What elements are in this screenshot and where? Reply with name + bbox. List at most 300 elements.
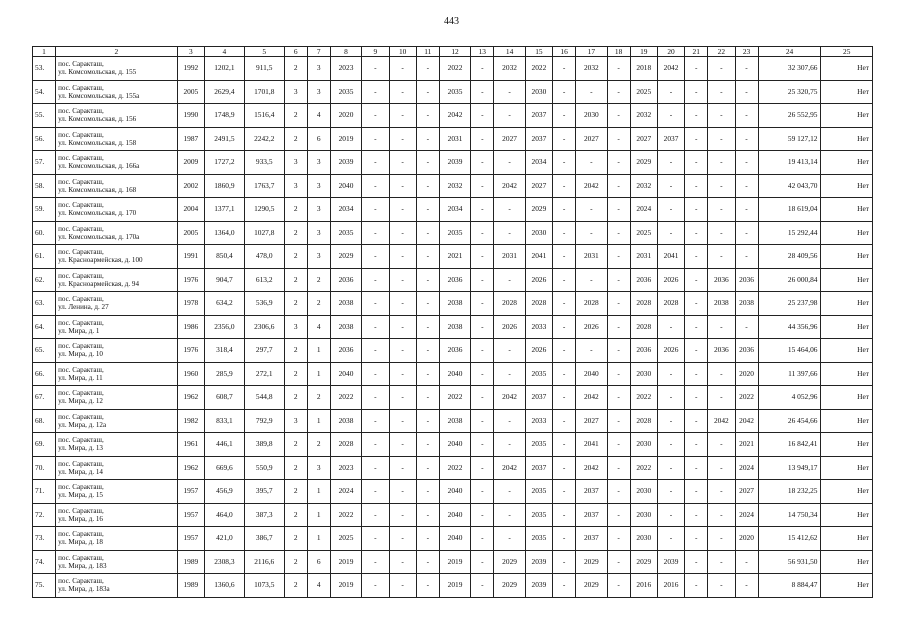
table-cell: - [494, 221, 525, 245]
table-cell: - [494, 198, 525, 222]
table-cell: - [389, 456, 416, 480]
table-cell: - [471, 550, 494, 574]
address-street: ул. Красноармейская, д. 100 [58, 256, 143, 265]
column-number-row [33, 47, 873, 57]
table-cell: - [657, 104, 684, 128]
table-cell: 2 [284, 503, 307, 527]
table-cell: - [576, 221, 607, 245]
table-cell: 2042 [576, 456, 607, 480]
table-cell: - [416, 409, 439, 433]
table-cell: 1860,9 [204, 174, 244, 198]
address-street: ул. Комсомольская, д. 170 [58, 209, 137, 218]
table-cell: 2030 [630, 362, 657, 386]
table-cell: 2028 [630, 315, 657, 339]
table-cell: 2026 [494, 315, 525, 339]
status-cell: Нет [821, 456, 873, 480]
table-cell: 2037 [525, 456, 552, 480]
column-header: 7 [307, 47, 330, 57]
table-cell: 2019 [439, 574, 470, 598]
table-cell: - [553, 433, 576, 457]
status-cell: Нет [821, 315, 873, 339]
table-cell: - [685, 127, 708, 151]
table-cell: 1027,8 [244, 221, 284, 245]
table-cell: - [471, 292, 494, 316]
row-number: 53. [33, 57, 56, 81]
table-cell: 6 [307, 127, 330, 151]
address-settlement: пос. Саракташ, [58, 83, 104, 92]
table-cell: - [735, 57, 758, 81]
table-cell: - [685, 151, 708, 175]
table-cell: 2019 [330, 550, 361, 574]
table-cell: - [416, 550, 439, 574]
address-settlement: пос. Саракташ, [58, 577, 104, 586]
table-cell: 2036 [330, 268, 361, 292]
table-cell: 2029 [525, 198, 552, 222]
table-cell: 2 [307, 268, 330, 292]
address-settlement: пос. Саракташ, [58, 60, 104, 69]
table-cell: - [607, 386, 630, 410]
table-cell: 2042 [439, 104, 470, 128]
table-cell: 2005 [177, 80, 204, 104]
table-cell: 2 [307, 292, 330, 316]
table-cell: - [657, 80, 684, 104]
table-cell: - [708, 221, 735, 245]
table-cell: 2040 [439, 480, 470, 504]
table-cell: - [735, 315, 758, 339]
table-cell: 2031 [630, 245, 657, 269]
address-street: ул. Комсомольская, д. 166а [58, 162, 140, 171]
table-cell: 1 [307, 503, 330, 527]
column-header: 23 [735, 47, 758, 57]
status-cell: Нет [821, 80, 873, 104]
cost-cell: 15 292,44 [758, 221, 821, 245]
address-cell [56, 221, 178, 245]
table-cell: 2037 [525, 386, 552, 410]
column-header: 19 [630, 47, 657, 57]
status-cell: Нет [821, 339, 873, 363]
table-cell: 2038 [330, 315, 361, 339]
table-cell: 1377,1 [204, 198, 244, 222]
table-cell: 2019 [439, 550, 470, 574]
table-cell: - [389, 433, 416, 457]
table-cell: 2306,6 [244, 315, 284, 339]
table-cell: 1727,2 [204, 151, 244, 175]
table-cell: - [389, 151, 416, 175]
status-cell: Нет [821, 292, 873, 316]
table-cell: - [416, 362, 439, 386]
table-cell: 3 [284, 80, 307, 104]
table-cell: 2026 [657, 268, 684, 292]
table-cell: - [685, 80, 708, 104]
table-cell: - [471, 245, 494, 269]
table-cell: 2356,0 [204, 315, 244, 339]
address-settlement: пос. Саракташ, [58, 506, 104, 515]
table-cell: - [494, 480, 525, 504]
table-cell: - [416, 198, 439, 222]
repair-schedule-table [32, 46, 873, 598]
table-cell: 2030 [630, 433, 657, 457]
table-cell: - [708, 174, 735, 198]
table-cell: 2038 [439, 315, 470, 339]
table-cell: 2116,6 [244, 550, 284, 574]
table-cell: 4 [307, 315, 330, 339]
table-cell: 6 [307, 550, 330, 574]
table-cell: 2033 [525, 315, 552, 339]
address-settlement: пос. Саракташ, [58, 436, 104, 445]
table-row [33, 174, 873, 198]
address-cell [56, 503, 178, 527]
table-cell: 2028 [576, 292, 607, 316]
table-cell: - [389, 127, 416, 151]
table-cell: - [494, 433, 525, 457]
table-cell: 2038 [735, 292, 758, 316]
table-cell: - [362, 174, 389, 198]
table-cell: - [494, 151, 525, 175]
table-row [33, 221, 873, 245]
table-cell: 2022 [630, 456, 657, 480]
table-cell: - [389, 198, 416, 222]
table-cell: - [416, 174, 439, 198]
table-cell: - [607, 57, 630, 81]
column-header: 6 [284, 47, 307, 57]
table-cell: - [553, 292, 576, 316]
table-cell: 2038 [330, 292, 361, 316]
address-settlement: пос. Саракташ, [58, 154, 104, 163]
address-cell [56, 292, 178, 316]
table-cell: - [708, 127, 735, 151]
table-cell: - [416, 503, 439, 527]
table-cell: 2025 [630, 80, 657, 104]
column-header: 14 [494, 47, 525, 57]
table-cell: - [389, 339, 416, 363]
table-cell: - [494, 527, 525, 551]
row-number: 70. [33, 456, 56, 480]
table-cell: 2030 [576, 104, 607, 128]
table-cell: - [708, 550, 735, 574]
address-cell [56, 527, 178, 551]
table-cell: 2028 [525, 292, 552, 316]
table-cell: 2016 [630, 574, 657, 598]
table-cell: 2030 [630, 480, 657, 504]
table-cell: - [553, 362, 576, 386]
table-cell: 2036 [735, 268, 758, 292]
table-cell: 318,4 [204, 339, 244, 363]
address-street: ул. Ленина, д. 27 [58, 303, 109, 312]
table-cell: 2040 [439, 433, 470, 457]
table-cell: - [494, 339, 525, 363]
table-cell: - [685, 386, 708, 410]
status-cell: Нет [821, 386, 873, 410]
table-cell: 2027 [630, 127, 657, 151]
table-cell: 1960 [177, 362, 204, 386]
address-settlement: пос. Саракташ, [58, 342, 104, 351]
address-street: ул. Красноармейская, д. 94 [58, 279, 140, 288]
column-header: 13 [471, 47, 494, 57]
address-cell [56, 174, 178, 198]
address-cell [56, 480, 178, 504]
table-cell: 2042 [494, 456, 525, 480]
column-header: 11 [416, 47, 439, 57]
table-cell: 2028 [630, 409, 657, 433]
table-cell: - [708, 198, 735, 222]
table-cell: - [735, 80, 758, 104]
table-cell: - [657, 198, 684, 222]
table-cell: 850,4 [204, 245, 244, 269]
table-cell: 2024 [630, 198, 657, 222]
table-cell: - [657, 409, 684, 433]
table-cell: - [735, 221, 758, 245]
table-cell: 2036 [708, 339, 735, 363]
table-cell: - [607, 409, 630, 433]
cost-cell: 26 552,95 [758, 104, 821, 128]
status-cell: Нет [821, 503, 873, 527]
table-cell: 2 [284, 386, 307, 410]
table-cell: - [607, 104, 630, 128]
table-cell: - [362, 292, 389, 316]
table-cell: - [685, 433, 708, 457]
cost-cell: 18 619,04 [758, 198, 821, 222]
table-cell: - [362, 386, 389, 410]
table-cell: - [735, 104, 758, 128]
page-number: 443 [444, 16, 459, 27]
table-cell: 792,9 [244, 409, 284, 433]
table-cell: 2 [307, 386, 330, 410]
table-cell: - [362, 527, 389, 551]
table-cell: - [362, 268, 389, 292]
column-header: 16 [553, 47, 576, 57]
table-cell: - [416, 127, 439, 151]
table-cell: - [657, 151, 684, 175]
status-cell: Нет [821, 245, 873, 269]
status-cell: Нет [821, 574, 873, 598]
table-cell: 2 [284, 362, 307, 386]
table-cell: - [708, 527, 735, 551]
status-cell: Нет [821, 480, 873, 504]
table-cell: 1 [307, 527, 330, 551]
table-cell: - [708, 386, 735, 410]
table-cell: 2040 [330, 362, 361, 386]
table-cell: 2019 [330, 574, 361, 598]
row-number: 56. [33, 127, 56, 151]
row-number: 62. [33, 268, 56, 292]
table-cell: 1290,5 [244, 198, 284, 222]
cost-cell: 15 464,06 [758, 339, 821, 363]
table-cell: - [553, 339, 576, 363]
table-cell: - [657, 456, 684, 480]
table-cell: 2022 [439, 456, 470, 480]
column-header: 12 [439, 47, 470, 57]
table-cell: - [389, 104, 416, 128]
table-cell: 2 [284, 339, 307, 363]
table-cell: 2031 [494, 245, 525, 269]
table-cell: - [362, 362, 389, 386]
table-cell: 297,7 [244, 339, 284, 363]
table-cell: - [607, 574, 630, 598]
table-cell: 2038 [330, 409, 361, 433]
table-cell: - [416, 527, 439, 551]
table-cell: - [553, 409, 576, 433]
table-cell: 2039 [439, 151, 470, 175]
table-cell: 2042 [494, 174, 525, 198]
table-cell: 2028 [494, 292, 525, 316]
table-cell: 2022 [330, 386, 361, 410]
table-cell: 2 [284, 245, 307, 269]
table-cell: - [576, 80, 607, 104]
table-cell: 2 [284, 456, 307, 480]
column-header: 22 [708, 47, 735, 57]
table-cell: - [471, 127, 494, 151]
table-cell: - [389, 574, 416, 598]
address-settlement: пос. Саракташ, [58, 177, 104, 186]
table-cell: - [553, 104, 576, 128]
table-cell: - [708, 151, 735, 175]
table-cell: 1961 [177, 433, 204, 457]
cost-cell: 11 397,66 [758, 362, 821, 386]
table-cell: 272,1 [244, 362, 284, 386]
table-cell: 2005 [177, 221, 204, 245]
table-cell: 2037 [525, 127, 552, 151]
table-cell: - [471, 268, 494, 292]
address-settlement: пос. Саракташ, [58, 295, 104, 304]
table-cell: - [494, 104, 525, 128]
table-cell: 2035 [439, 80, 470, 104]
table-cell: - [607, 174, 630, 198]
column-header: 25 [821, 47, 873, 57]
table-cell: - [494, 268, 525, 292]
table-cell: 2029 [630, 151, 657, 175]
table-cell: 2 [284, 127, 307, 151]
table-cell: 2 [284, 550, 307, 574]
address-street: ул. Комсомольская, д. 170а [58, 232, 140, 241]
cost-cell: 59 127,12 [758, 127, 821, 151]
address-cell [56, 433, 178, 457]
table-cell: 2042 [708, 409, 735, 433]
table-cell: 608,7 [204, 386, 244, 410]
table-cell: - [362, 339, 389, 363]
table-cell: - [416, 339, 439, 363]
table-cell: - [389, 409, 416, 433]
table-cell: - [389, 550, 416, 574]
table-cell: - [576, 198, 607, 222]
table-cell: 2 [307, 433, 330, 457]
table-cell: 2029 [330, 245, 361, 269]
table-cell: 550,9 [244, 456, 284, 480]
table-cell: 1763,7 [244, 174, 284, 198]
address-settlement: пос. Саракташ, [58, 224, 104, 233]
row-number: 61. [33, 245, 56, 269]
table-cell: 2 [284, 268, 307, 292]
table-cell: - [607, 80, 630, 104]
table-cell: 3 [307, 80, 330, 104]
table-row [33, 386, 873, 410]
table-cell: 2030 [525, 221, 552, 245]
table-cell: 2022 [439, 386, 470, 410]
table-cell: 2042 [576, 174, 607, 198]
table-cell: 2035 [525, 503, 552, 527]
cost-cell: 16 842,41 [758, 433, 821, 457]
table-cell: 2026 [525, 339, 552, 363]
table-cell: 1989 [177, 574, 204, 598]
table-cell: - [389, 362, 416, 386]
table-cell: 2037 [525, 104, 552, 128]
table-cell: - [708, 315, 735, 339]
status-cell: Нет [821, 57, 873, 81]
address-settlement: пос. Саракташ, [58, 201, 104, 210]
column-header: 21 [685, 47, 708, 57]
table-cell: 536,9 [244, 292, 284, 316]
table-cell: - [657, 433, 684, 457]
table-row [33, 245, 873, 269]
table-cell: - [471, 221, 494, 245]
table-cell: - [657, 480, 684, 504]
table-cell: 3 [307, 245, 330, 269]
table-cell: - [416, 456, 439, 480]
status-cell: Нет [821, 151, 873, 175]
table-row [33, 456, 873, 480]
table-cell: - [708, 80, 735, 104]
table-cell: 911,5 [244, 57, 284, 81]
table-cell: - [362, 550, 389, 574]
address-settlement: пос. Саракташ, [58, 412, 104, 421]
row-number: 75. [33, 574, 56, 598]
table-cell: - [416, 386, 439, 410]
table-cell: 2037 [657, 127, 684, 151]
table-cell: 2026 [525, 268, 552, 292]
table-cell: - [471, 174, 494, 198]
address-cell [56, 339, 178, 363]
table-row [33, 127, 873, 151]
table-cell: 2039 [657, 550, 684, 574]
table-cell: - [389, 315, 416, 339]
table-cell: - [471, 339, 494, 363]
table-cell: - [416, 57, 439, 81]
table-row [33, 104, 873, 128]
status-cell: Нет [821, 174, 873, 198]
table-cell: 2037 [576, 527, 607, 551]
table-cell: 2027 [525, 174, 552, 198]
column-header: 9 [362, 47, 389, 57]
table-cell: - [607, 245, 630, 269]
table-cell: - [735, 151, 758, 175]
status-cell: Нет [821, 527, 873, 551]
table-cell: 3 [307, 456, 330, 480]
table-cell: 2037 [576, 480, 607, 504]
table-cell: - [471, 527, 494, 551]
table-cell: 2042 [657, 57, 684, 81]
table-cell: - [553, 386, 576, 410]
table-cell: - [471, 480, 494, 504]
table-cell: 2030 [525, 80, 552, 104]
table-cell: 1748,9 [204, 104, 244, 128]
status-cell: Нет [821, 104, 873, 128]
table-cell: - [685, 503, 708, 527]
status-cell: Нет [821, 409, 873, 433]
table-cell: 2022 [330, 503, 361, 527]
row-number: 58. [33, 174, 56, 198]
address-cell [56, 456, 178, 480]
table-cell: 933,5 [244, 151, 284, 175]
address-cell [56, 409, 178, 433]
table-cell: 387,3 [244, 503, 284, 527]
table-cell: 2031 [439, 127, 470, 151]
table-cell: - [708, 433, 735, 457]
table-cell: 2040 [576, 362, 607, 386]
table-cell: 1364,0 [204, 221, 244, 245]
table-cell: - [708, 57, 735, 81]
table-cell: 2028 [657, 292, 684, 316]
table-cell: - [685, 315, 708, 339]
column-header: 4 [204, 47, 244, 57]
